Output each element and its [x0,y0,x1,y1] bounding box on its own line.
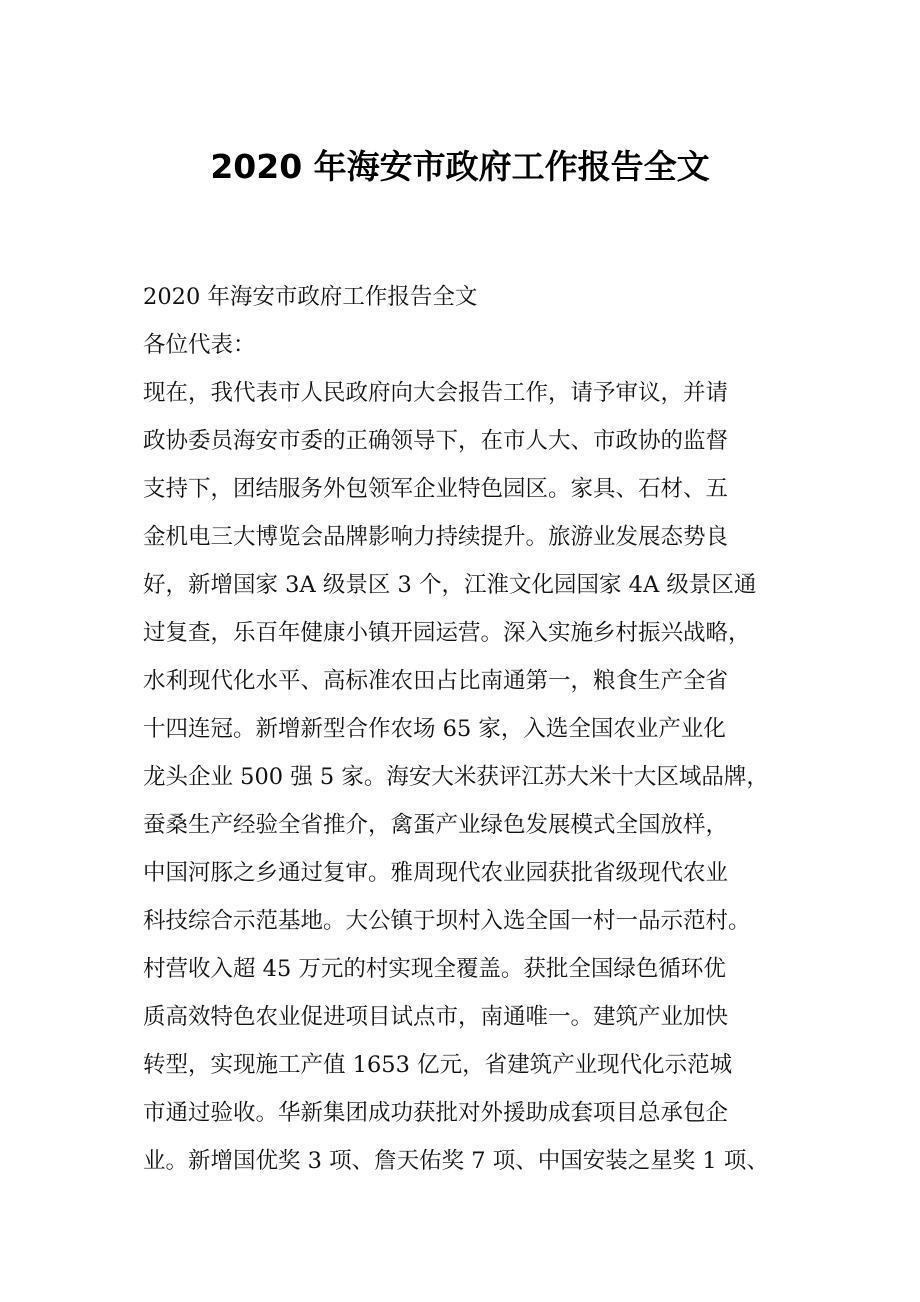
body-line: 业。新增国优奖 3 项、詹天佑奖 7 项、中国安装之星奖 1 项、 [143,1148,769,1174]
body-line: 十四连冠。新增新型合作农场 65 家，入选全国农业产业化 [143,716,726,742]
body-line: 各位代表： [143,332,256,358]
body-line: 2020 年海安市政府工作报告全文 [143,284,478,310]
body-line: 科技综合示范基地。大公镇于坝村入选全国一村一品示范村。 [143,908,751,934]
body-line: 蚕桑生产经验全省推介，禽蛋产业绿色发展模式全国放样， [143,812,729,838]
body-line: 质高效特色农业促进项目试点市，南通唯一。建筑产业加快 [143,1004,729,1030]
body-line: 政协委员海安市委的正确领导下，在市人大、市政协的监督 [143,428,729,454]
body-line: 金机电三大博览会品牌影响力持续提升。旅游业发展态势良 [143,524,729,550]
body-line: 市通过验收。华新集团成功获批对外援助成套项目总承包企 [143,1100,729,1126]
body-line: 龙头企业 500 强 5 家。海安大米获评江苏大米十大区域品牌， [143,764,769,790]
body-line: 转型，实现施工产值 1653 亿元，省建筑产业现代化示范城 [143,1052,733,1078]
body-line: 过复查，乐百年健康小镇开园运营。深入实施乡村振兴战略， [143,620,751,646]
body-line: 水利现代化水平、高标准农田占比南通第一，粮食生产全省 [143,668,729,694]
body-line: 好，新增国家 3A 级景区 3 个，江淮文化园国家 4A 级景区通 [143,572,757,598]
document-title: 2020 年海安市政府工作报告全文 [210,147,710,186]
document-body [143,273,793,1185]
body-line: 村营收入超 45 万元的村实现全覆盖。获批全国绿色循环优 [143,956,726,982]
body-line: 现在，我代表市人民政府向大会报告工作，请予审议，并请 [143,380,729,406]
body-line: 中国河豚之乡通过复审。雅周现代农业园获批省级现代农业 [143,860,729,886]
body-line: 支持下，团结服务外包领军企业特色园区。家具、石材、五 [143,476,729,502]
